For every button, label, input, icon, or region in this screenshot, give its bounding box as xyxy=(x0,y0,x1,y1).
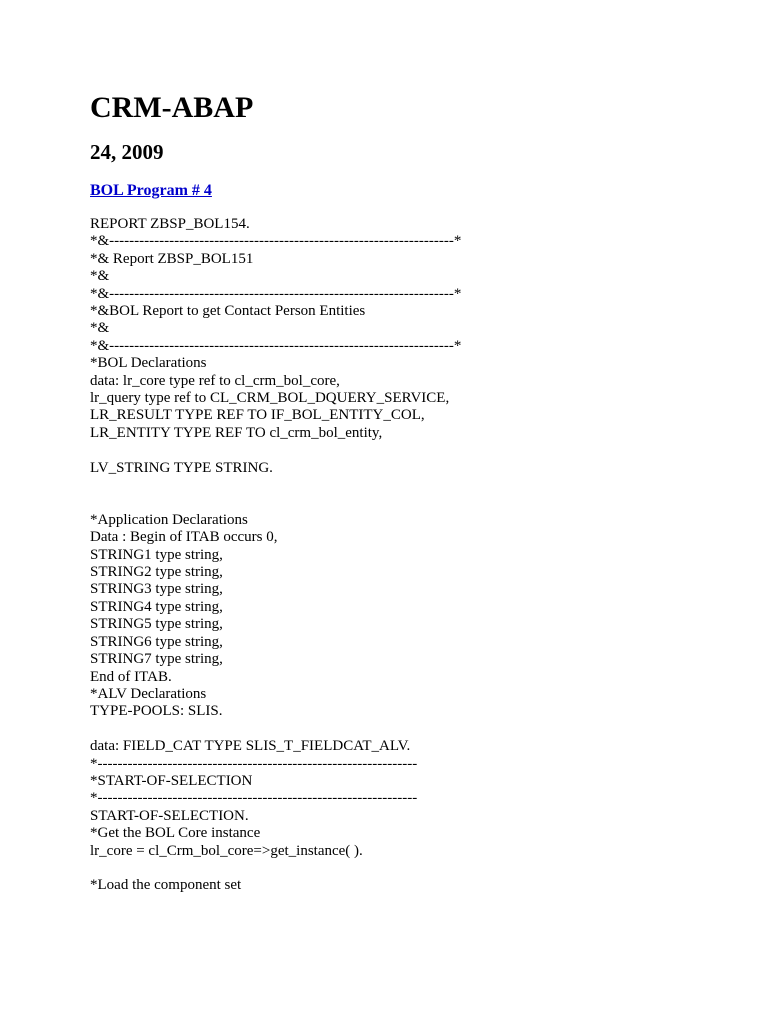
code-line: Data : Begin of ITAB occurs 0, xyxy=(90,529,278,546)
post-title-link[interactable]: BOL Program # 4 xyxy=(90,182,212,199)
post-date: 24, 2009 xyxy=(90,140,164,164)
code-line: *&---------------------------------------------------------------------* xyxy=(90,285,462,302)
code-line: *Get the BOL Core instance xyxy=(90,825,261,842)
code-line: *&BOL Report to get Contact Person Entities xyxy=(90,303,366,320)
post-body xyxy=(90,216,730,895)
code-line xyxy=(90,494,730,511)
code-line: STRING6 type string, xyxy=(90,633,223,650)
code-line: data: FIELD_CAT TYPE SLIS_T_FIELDCAT_ALV. xyxy=(90,738,411,755)
code-line: data: lr_core type ref to cl_crm_bol_core, xyxy=(90,372,340,389)
code-line: STRING3 type string, xyxy=(90,581,223,598)
code-line: REPORT ZBSP_BOL154. xyxy=(90,216,250,232)
code-line: *&---------------------------------------------------------------------* xyxy=(90,233,462,250)
code-line xyxy=(90,477,730,494)
code-line: TYPE-POOLS: SLIS. xyxy=(90,703,223,720)
code-line: *& xyxy=(90,268,110,285)
code-line: *& xyxy=(90,320,110,337)
code-line: *& Report ZBSP_BOL151 xyxy=(90,250,254,267)
code-line xyxy=(90,860,730,877)
post-title xyxy=(90,180,730,202)
blog-page xyxy=(90,88,730,895)
code-line: *Load the component set xyxy=(90,877,242,894)
blog-title: CRM-ABAP xyxy=(90,91,254,124)
code-line: *ALV Declarations xyxy=(90,685,207,702)
code-line: LR_RESULT TYPE REF TO IF_BOL_ENTITY_COL, xyxy=(90,407,425,424)
code-line: STRING5 type string, xyxy=(90,616,223,633)
code-line: *BOL Declarations xyxy=(90,355,207,372)
code-line xyxy=(90,721,730,738)
code-line: *Application Declarations xyxy=(90,511,248,528)
code-line: STRING2 type string, xyxy=(90,564,223,581)
code-line: STRING4 type string, xyxy=(90,598,223,615)
code-line: *---------------------------------------------------------------- xyxy=(90,790,418,807)
code-line: STRING7 type string, xyxy=(90,651,223,668)
code-line: LR_ENTITY TYPE REF TO cl_crm_bol_entity, xyxy=(90,424,383,441)
code-line: START-OF-SELECTION. xyxy=(90,807,249,824)
code-line: LV_STRING TYPE STRING. xyxy=(90,459,273,476)
code-line xyxy=(90,442,730,459)
code-line: *START-OF-SELECTION xyxy=(90,772,253,789)
code-line: *&---------------------------------------------------------------------* xyxy=(90,337,462,354)
code-line: *---------------------------------------------------------------- xyxy=(90,755,418,772)
code-line: lr_query type ref to CL_CRM_BOL_DQUERY_SERVICE, xyxy=(90,390,450,407)
code-line: lr_core = cl_Crm_bol_core=>get_instance( ). xyxy=(90,842,363,859)
code-line: STRING1 type string, xyxy=(90,546,223,563)
code-line: End of ITAB. xyxy=(90,668,172,685)
